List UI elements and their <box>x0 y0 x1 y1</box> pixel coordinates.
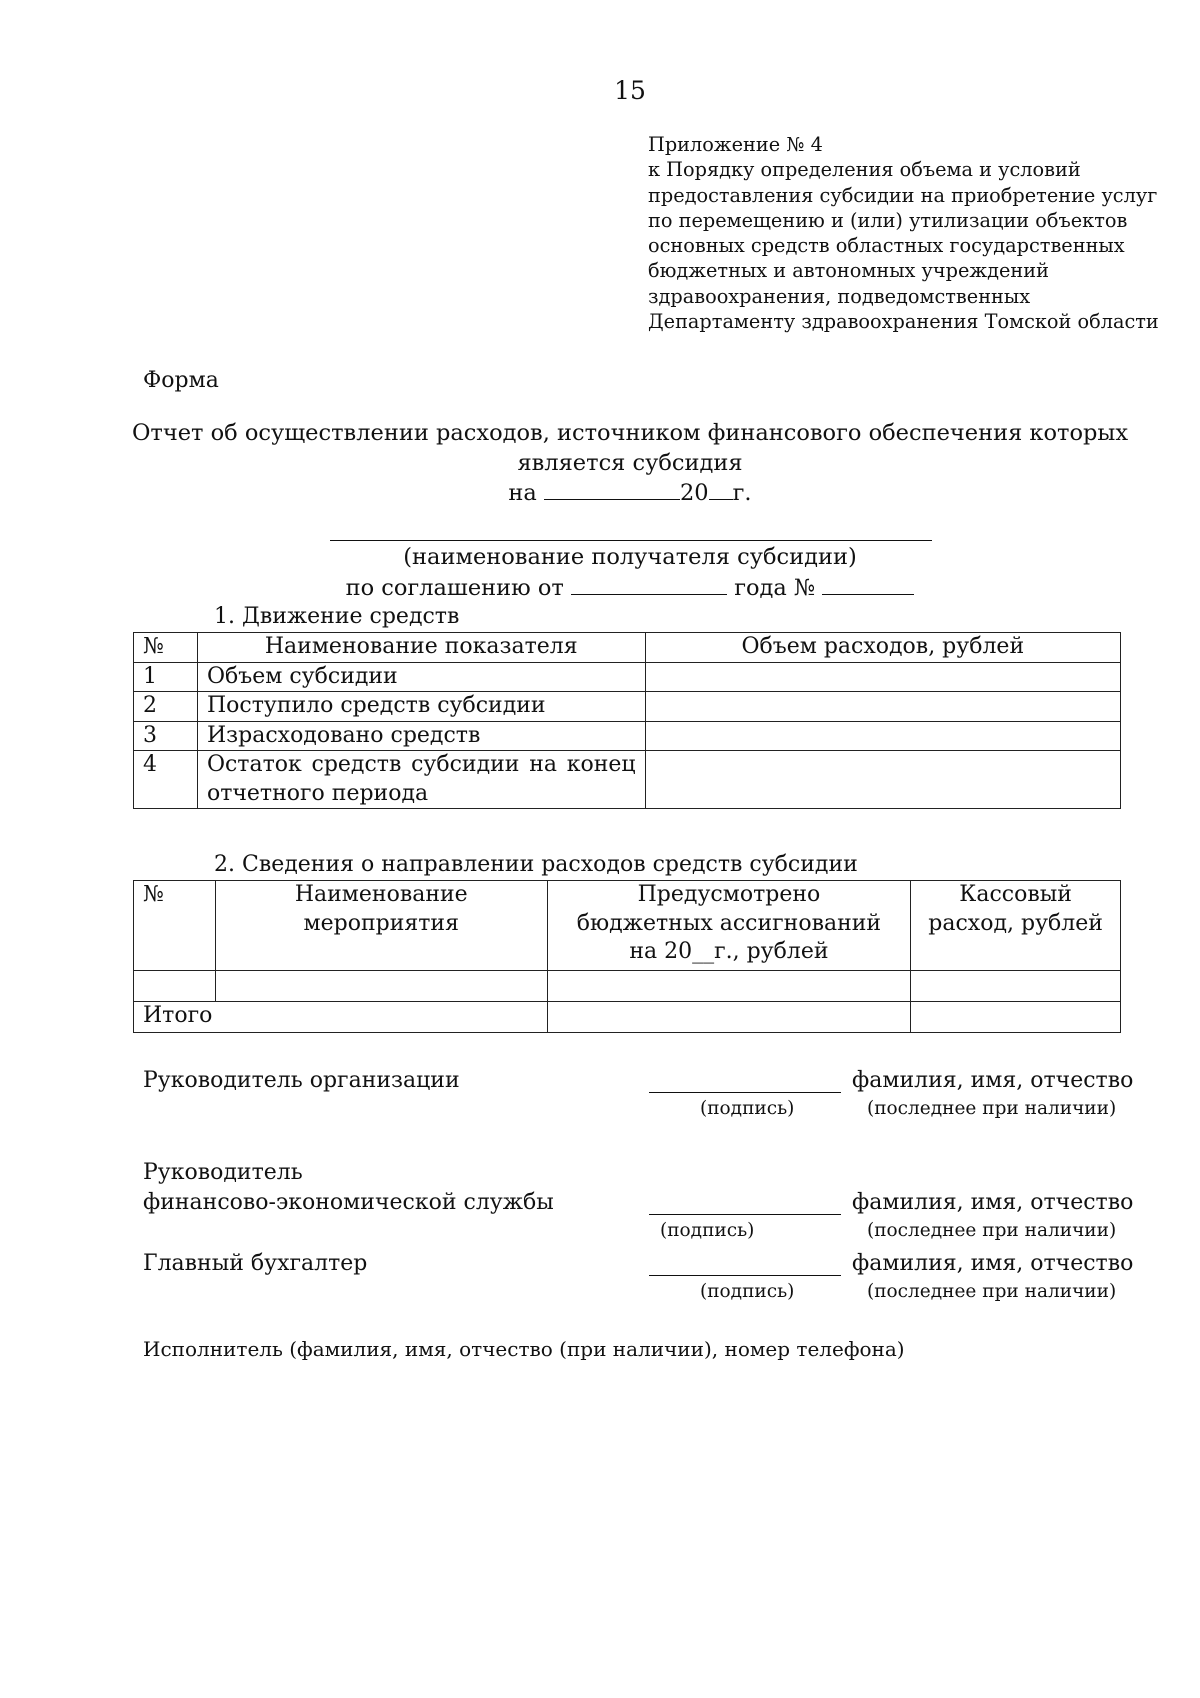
row-num: 3 <box>134 721 198 751</box>
appendix-line: по перемещению и (или) утилизации объектов <box>648 208 1128 232</box>
empty-cell[interactable] <box>547 971 911 1002</box>
signature-line <box>649 1214 841 1215</box>
header-indicator: Наименование показателя <box>197 633 645 663</box>
row-num: 1 <box>134 662 198 692</box>
header-planned: Предусмотрено бюджетных ассигнований на 20__г., рублей <box>547 881 911 971</box>
empty-cell[interactable] <box>215 971 547 1002</box>
date-prefix: на <box>508 480 537 506</box>
signature-role: Руководитель <box>143 1160 303 1185</box>
row-name: Объем субсидии <box>197 662 645 692</box>
signature-caption: (подпись) <box>660 1220 755 1241</box>
date-blank <box>544 481 680 500</box>
name-hint: фамилия, имя, отчество <box>852 1251 1134 1276</box>
header-cash: Кассовый расход, рублей <box>911 881 1121 971</box>
total-planned[interactable] <box>547 1002 911 1033</box>
report-date-line <box>0 478 1200 508</box>
signature-caption: (подпись) <box>700 1098 795 1119</box>
name-caption: (последнее при наличии) <box>867 1220 1117 1241</box>
recipient-name-line <box>330 540 932 541</box>
name-hint: фамилия, имя, отчество <box>852 1190 1134 1215</box>
table-header-row <box>134 633 1121 663</box>
report-title-line2: является субсидия <box>517 450 743 476</box>
table-row <box>134 721 1121 751</box>
table-row <box>134 971 1121 1002</box>
appendix-block <box>648 132 1159 334</box>
signature-role: финансово-экономической службы <box>143 1190 554 1215</box>
section1-table <box>133 632 1121 809</box>
appendix-line: Департаменту здравоохранения Томской области <box>648 310 1159 334</box>
agreement-number-blank <box>822 576 914 595</box>
total-row <box>134 1002 1121 1033</box>
section2-title: 2. Сведения о направлении расходов средств субсидии <box>214 852 858 877</box>
row-num: 2 <box>134 692 198 722</box>
row-value[interactable] <box>645 662 1120 692</box>
report-title-line1: Отчет об осуществлении расходов, источником финансового обеспечения которых <box>131 420 1129 446</box>
row-num: 4 <box>134 751 198 809</box>
total-label: Итого <box>134 1002 548 1033</box>
agreement-year-label: года № <box>734 575 816 601</box>
empty-cell[interactable] <box>134 971 216 1002</box>
row-value[interactable] <box>645 692 1120 722</box>
row-value[interactable] <box>645 751 1120 809</box>
appendix-line: основных средств областных государственных <box>648 234 1125 258</box>
signature-role: Руководитель организации <box>143 1068 460 1093</box>
section2-table <box>133 880 1121 1033</box>
appendix-line: бюджетных и автономных учреждений <box>648 259 1049 283</box>
name-caption: (последнее при наличии) <box>867 1098 1117 1119</box>
executor-line: Исполнитель (фамилия, имя, отчество (при наличии), номер телефона) <box>143 1337 905 1361</box>
appendix-line: здравоохранения, подведомственных <box>648 284 1031 308</box>
table-row <box>134 692 1121 722</box>
header-num: № <box>134 633 198 663</box>
agreement-date-blank <box>571 576 727 595</box>
table-row <box>134 751 1121 809</box>
appendix-line: предоставления субсидии на приобретение услуг <box>648 183 1158 207</box>
signature-caption: (подпись) <box>700 1281 795 1302</box>
table-header-row <box>134 881 1121 971</box>
section1-title: 1. Движение средств <box>214 604 460 629</box>
name-hint: фамилия, имя, отчество <box>852 1068 1134 1093</box>
year-blank <box>709 481 733 500</box>
header-event: Наименование мероприятия <box>215 881 547 971</box>
total-cash[interactable] <box>911 1002 1121 1033</box>
name-caption: (последнее при наличии) <box>867 1281 1117 1302</box>
empty-cell[interactable] <box>911 971 1121 1002</box>
header-num: № <box>134 881 216 971</box>
row-value[interactable] <box>645 721 1120 751</box>
signature-role: Главный бухгалтер <box>143 1251 368 1276</box>
row-name: Поступило средств субсидии <box>197 692 645 722</box>
row-name: Израсходовано средств <box>197 721 645 751</box>
page-number: 15 <box>614 76 646 105</box>
date-year: 20 <box>679 480 709 506</box>
appendix-line: к Порядку определения объема и условий <box>648 158 1081 182</box>
date-suffix: г. <box>732 480 752 506</box>
signature-line <box>649 1092 841 1093</box>
table-row <box>134 662 1121 692</box>
recipient-caption: (наименование получателя субсидии) <box>403 544 857 570</box>
header-expenses: Объем расходов, рублей <box>645 633 1120 663</box>
agreement-prefix: по соглашению от <box>345 575 564 601</box>
agreement-line <box>0 573 1200 603</box>
row-name: Остаток средств субсидии на конец отчетного периода <box>197 751 645 809</box>
signature-line <box>649 1275 841 1276</box>
form-label: Форма <box>143 368 219 393</box>
appendix-title: Приложение № 4 <box>648 133 823 156</box>
